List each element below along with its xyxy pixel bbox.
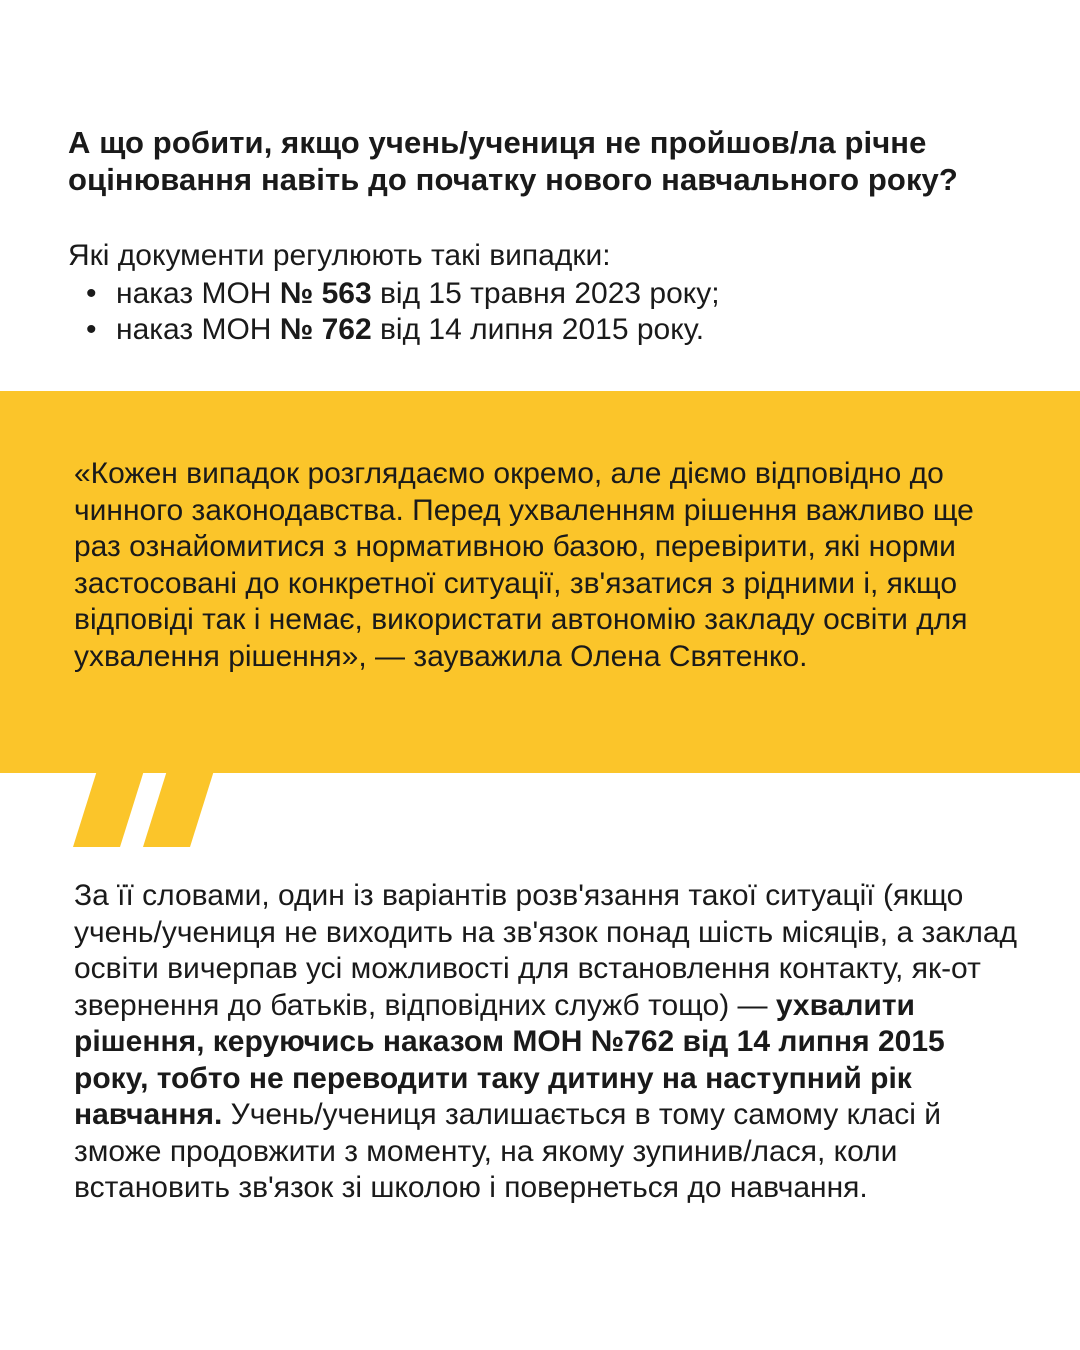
document-date: від 15 травня 2023 року;: [371, 277, 720, 310]
quote-mark-right-stroke: [143, 745, 222, 847]
document-prefix: наказ МОН: [116, 277, 280, 310]
quote-mark-left-stroke: [73, 745, 152, 847]
document-date: від 14 липня 2015 року.: [371, 313, 705, 346]
documents-list: [84, 276, 720, 348]
page-heading: А що робити, якщо учень/учениця не пройшов/ла річне оцінювання навіть до початку нового навчального року?: [68, 125, 958, 197]
document-prefix: наказ МОН: [116, 313, 280, 346]
bullet-icon: •: [86, 277, 97, 310]
document-number: № 563: [279, 277, 372, 310]
body-text-highlight: ухвалити рішення, керуючись наказом МОН №762 від 14 липня 2015 року, тобто не переводити таку дитину на наступний рік навчання.: [74, 988, 945, 1131]
list-item: [84, 312, 720, 348]
bullet-icon: •: [86, 313, 97, 346]
body-paragraph: [74, 878, 1024, 1207]
quote-text: «Кожен випадок розглядаємо окремо, але діємо відповідно до чинного законодавства. Перед ухваленням рішення важливо ще раз ознайомитися з нормативною базою, перевірити, які норми застосовані до конкретної ситуації, зв'язатися з рідними і, якщо відповіді так і немає, використати автономію закладу освіти для ухвалення рішення», — зауважила Олена Святенко.: [74, 457, 974, 673]
list-item: [84, 276, 720, 312]
body-text-start: За її словами, один із варіантів розв'язання такої ситуації (якщо учень/учениця не виходить на зв'язок понад шість місяців, а заклад освіти вичерпав усі можливості для встановлення контакту, як-от звернення до батьків, відповідних служб тощо) —: [74, 879, 1018, 1022]
quote-mark-icon: [72, 745, 224, 847]
body-text-end: Учень/учениця залишається в тому самому класі й зможе продовжити з моменту, на якому зупинив/лася, коли встановить зв'язок зі школою і повернеться до навчання.: [74, 1098, 942, 1204]
document-number: № 762: [279, 313, 372, 346]
documents-intro: Які документи регулюють такі випадки:: [68, 239, 611, 272]
